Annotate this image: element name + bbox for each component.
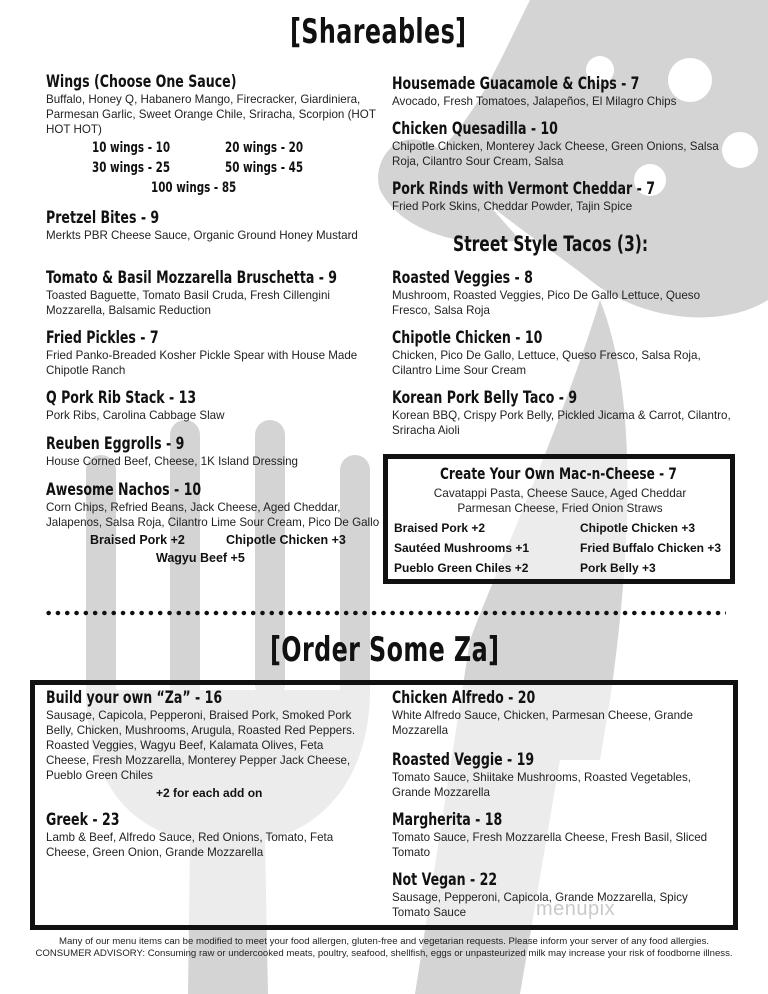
taco-veggies-item [392,268,732,318]
za-notvegan-desc: Sausage, Pepperoni, Capicola, Grande Mozzarella, Spicy Tomato Sauce [392,891,688,919]
taco-korean-desc: Korean BBQ, Crispy Pork Belly, Pickled Jicama & Carrot, Cilantro, Sriracha Aioli [392,409,731,437]
mac-desc: Cavatappi Pasta, Cheese Sauce, Aged Cheddar Parmesan Cheese, Fried Onion Straws [433,486,687,515]
guac-desc: Avocado, Fresh Tomatoes, Jalapeños, El Milagro Chips [392,95,677,108]
taco-chipotle-item [392,328,722,378]
reuben-item [46,434,376,469]
za-greek-title: Greek - 23 [46,810,120,830]
za-margherita-item [392,810,712,860]
mac-addon-chiles: Pueblo Green Chiles +2 [394,561,529,575]
bruschetta-item [46,268,376,318]
za-notvegan-title: Not Vegan - 22 [392,870,498,890]
za-alfredo-item [392,688,727,738]
ribs-title: Q Pork Rib Stack - 13 [46,388,197,408]
za-alfredo-title: Chicken Alfredo - 20 [392,688,536,708]
tacos-heading: Street Style Tacos (3): [453,232,649,256]
za-margherita-desc: Tomato Sauce, Fresh Mozzarella Cheese, Fresh Basil, Sliced Tomato [392,831,708,859]
bruschetta-title: Tomato & Basil Mozzarella Bruschetta - 9 [46,268,338,288]
quesadilla-title: Chicken Quesadilla - 10 [392,119,558,139]
reuben-desc: House Corned Beef, Cheese, 1K Island Dressing [46,455,298,468]
za-alfredo-desc: White Alfredo Sauce, Chicken, Parmesan Cheese, Grande Mozzarella [392,709,693,737]
nachos-title: Awesome Nachos - 10 [46,480,202,500]
taco-korean-title: Korean Pork Belly Taco - 9 [392,388,578,408]
mac-addon-buffalo: Fried Buffalo Chicken +3 [580,541,722,555]
za-roasted-item [392,750,727,800]
watermark-text: menupix [536,898,616,920]
wings-price-100: 100 wings - 85 [151,180,237,196]
za-roasted-title: Roasted Veggie - 19 [392,750,535,770]
rinds-desc: Fried Pork Skins, Cheddar Powder, Tajin Spice [392,200,633,213]
za-build-desc: Sausage, Capicola, Pepperoni, Braised Pork, Smoked Pork Belly, Chicken, Mushrooms, Arugula, Roasted Red Peppers. Roasted Veggies, Wagyu Beef, Kalamata Olives, Feta Cheese, Fresh Mozzarella, Monterey Pepper Jack Cheese, Pueblo Green Chiles [46,709,356,782]
nachos-addon-chicken: Chipotle Chicken +3 [226,533,346,547]
reuben-title: Reuben Eggrolls - 9 [46,434,185,454]
nachos-addon-pork: Braised Pork +2 [90,533,185,547]
guac-title: Housemade Guacamole & Chips - 7 [392,74,640,94]
za-build-note: +2 for each add on [156,786,263,800]
wings-price-10: 10 wings - 10 [92,140,171,156]
pretzel-title: Pretzel Bites - 9 [46,208,160,228]
mac-addon-pork: Braised Pork +2 [394,521,486,535]
ribs-desc: Pork Ribs, Carolina Cabbage Slaw [46,409,225,422]
pretzel-desc: Merkts PBR Cheese Sauce, Organic Ground Honey Mustard [46,229,358,242]
za-build-item [46,688,366,783]
mac-title: Create Your Own Mac-n-Cheese - 7 [440,464,677,483]
za-roasted-desc: Tomato Sauce, Shiitake Mushrooms, Roasted Vegetables, Grande Mozzarella [392,771,692,799]
nachos-desc: Corn Chips, Refried Beans, Jack Cheese, Aged Cheddar, Jalapenos, Salsa Roja, Cilantro Lime Sour Cream, Pico De Gallo [46,501,380,529]
mac-addon-belly: Pork Belly +3 [580,561,656,575]
mac-addon-mushrooms: Sautéed Mushrooms +1 [394,541,530,555]
shareables-title: [Shareables] [290,12,467,52]
wings-price-50: 50 wings - 45 [225,160,304,176]
guac-item [392,74,732,109]
za-build-title: Build your own “Za” - 16 [46,688,223,708]
za-margherita-title: Margherita - 18 [392,810,503,830]
footer-allergen: Many of our menu items can be modified to meet your food allergen, gluten-free and vegetarian requests. Please inform your server of any food allergies. [58,936,710,947]
ribs-item [46,388,376,423]
pickles-desc: Fried Panko-Breaded Kosher Pickle Spear with House Made Chipotle Ranch [46,349,358,377]
wings-price-20: 20 wings - 20 [225,140,304,156]
wings-desc: Buffalo, Honey Q, Habanero Mango, Firecracker, Giardiniera, Parmesan Garlic, Sweet Orange Chile, Sriracha, Scorpion (HOT HOT HOT) [46,93,376,136]
quesadilla-desc: Chipotle Chicken, Monterey Jack Cheese, Green Onions, Salsa Roja, Cilantro Sour Cream, Salsa [392,140,719,168]
taco-chipotle-title: Chipotle Chicken - 10 [392,328,543,348]
pretzel-item [46,208,366,243]
taco-chipotle-desc: Chicken, Pico De Gallo, Lettuce, Queso Fresco, Salsa Roja, Cilantro Lime Sour Cream [392,349,701,377]
wings-price-30: 30 wings - 25 [92,160,171,176]
taco-veggies-title: Roasted Veggies - 8 [392,268,533,288]
wings-item [46,72,376,137]
bruschetta-desc: Toasted Baguette, Tomato Basil Cruda, Fresh Cillengini Mozzarella, Balsamic Reduction [46,289,330,317]
taco-veggies-desc: Mushroom, Roasted Veggies, Pico De Gallo Lettuce, Queso Fresco, Salsa Roja [392,289,701,317]
pickles-item [46,328,376,378]
taco-korean-item [392,388,742,438]
za-greek-item [46,810,366,860]
dotted-divider [44,610,726,616]
rinds-title: Pork Rinds with Vermont Cheddar - 7 [392,179,655,199]
nachos-item [46,480,381,530]
quesadilla-item [392,119,732,169]
footer-advisory: CONSUMER ADVISORY: Consuming raw or undercooked meats, poultry, seafood, shellfish, eggs or unpasteurized milk may increase your risk of foodborne illness. [35,948,733,959]
nachos-addon-wagyu: Wagyu Beef +5 [156,551,245,565]
mac-addon-chicken: Chipotle Chicken +3 [580,521,696,535]
za-greek-desc: Lamb & Beef, Alfredo Sauce, Red Onions, Tomato, Feta Cheese, Green Onion, Grande Mozzarella [46,831,334,859]
pickles-title: Fried Pickles - 7 [46,328,159,348]
rinds-item [392,179,732,214]
za-title: [Order Some Za] [270,630,500,670]
wings-title: Wings (Choose One Sauce) [46,72,237,92]
